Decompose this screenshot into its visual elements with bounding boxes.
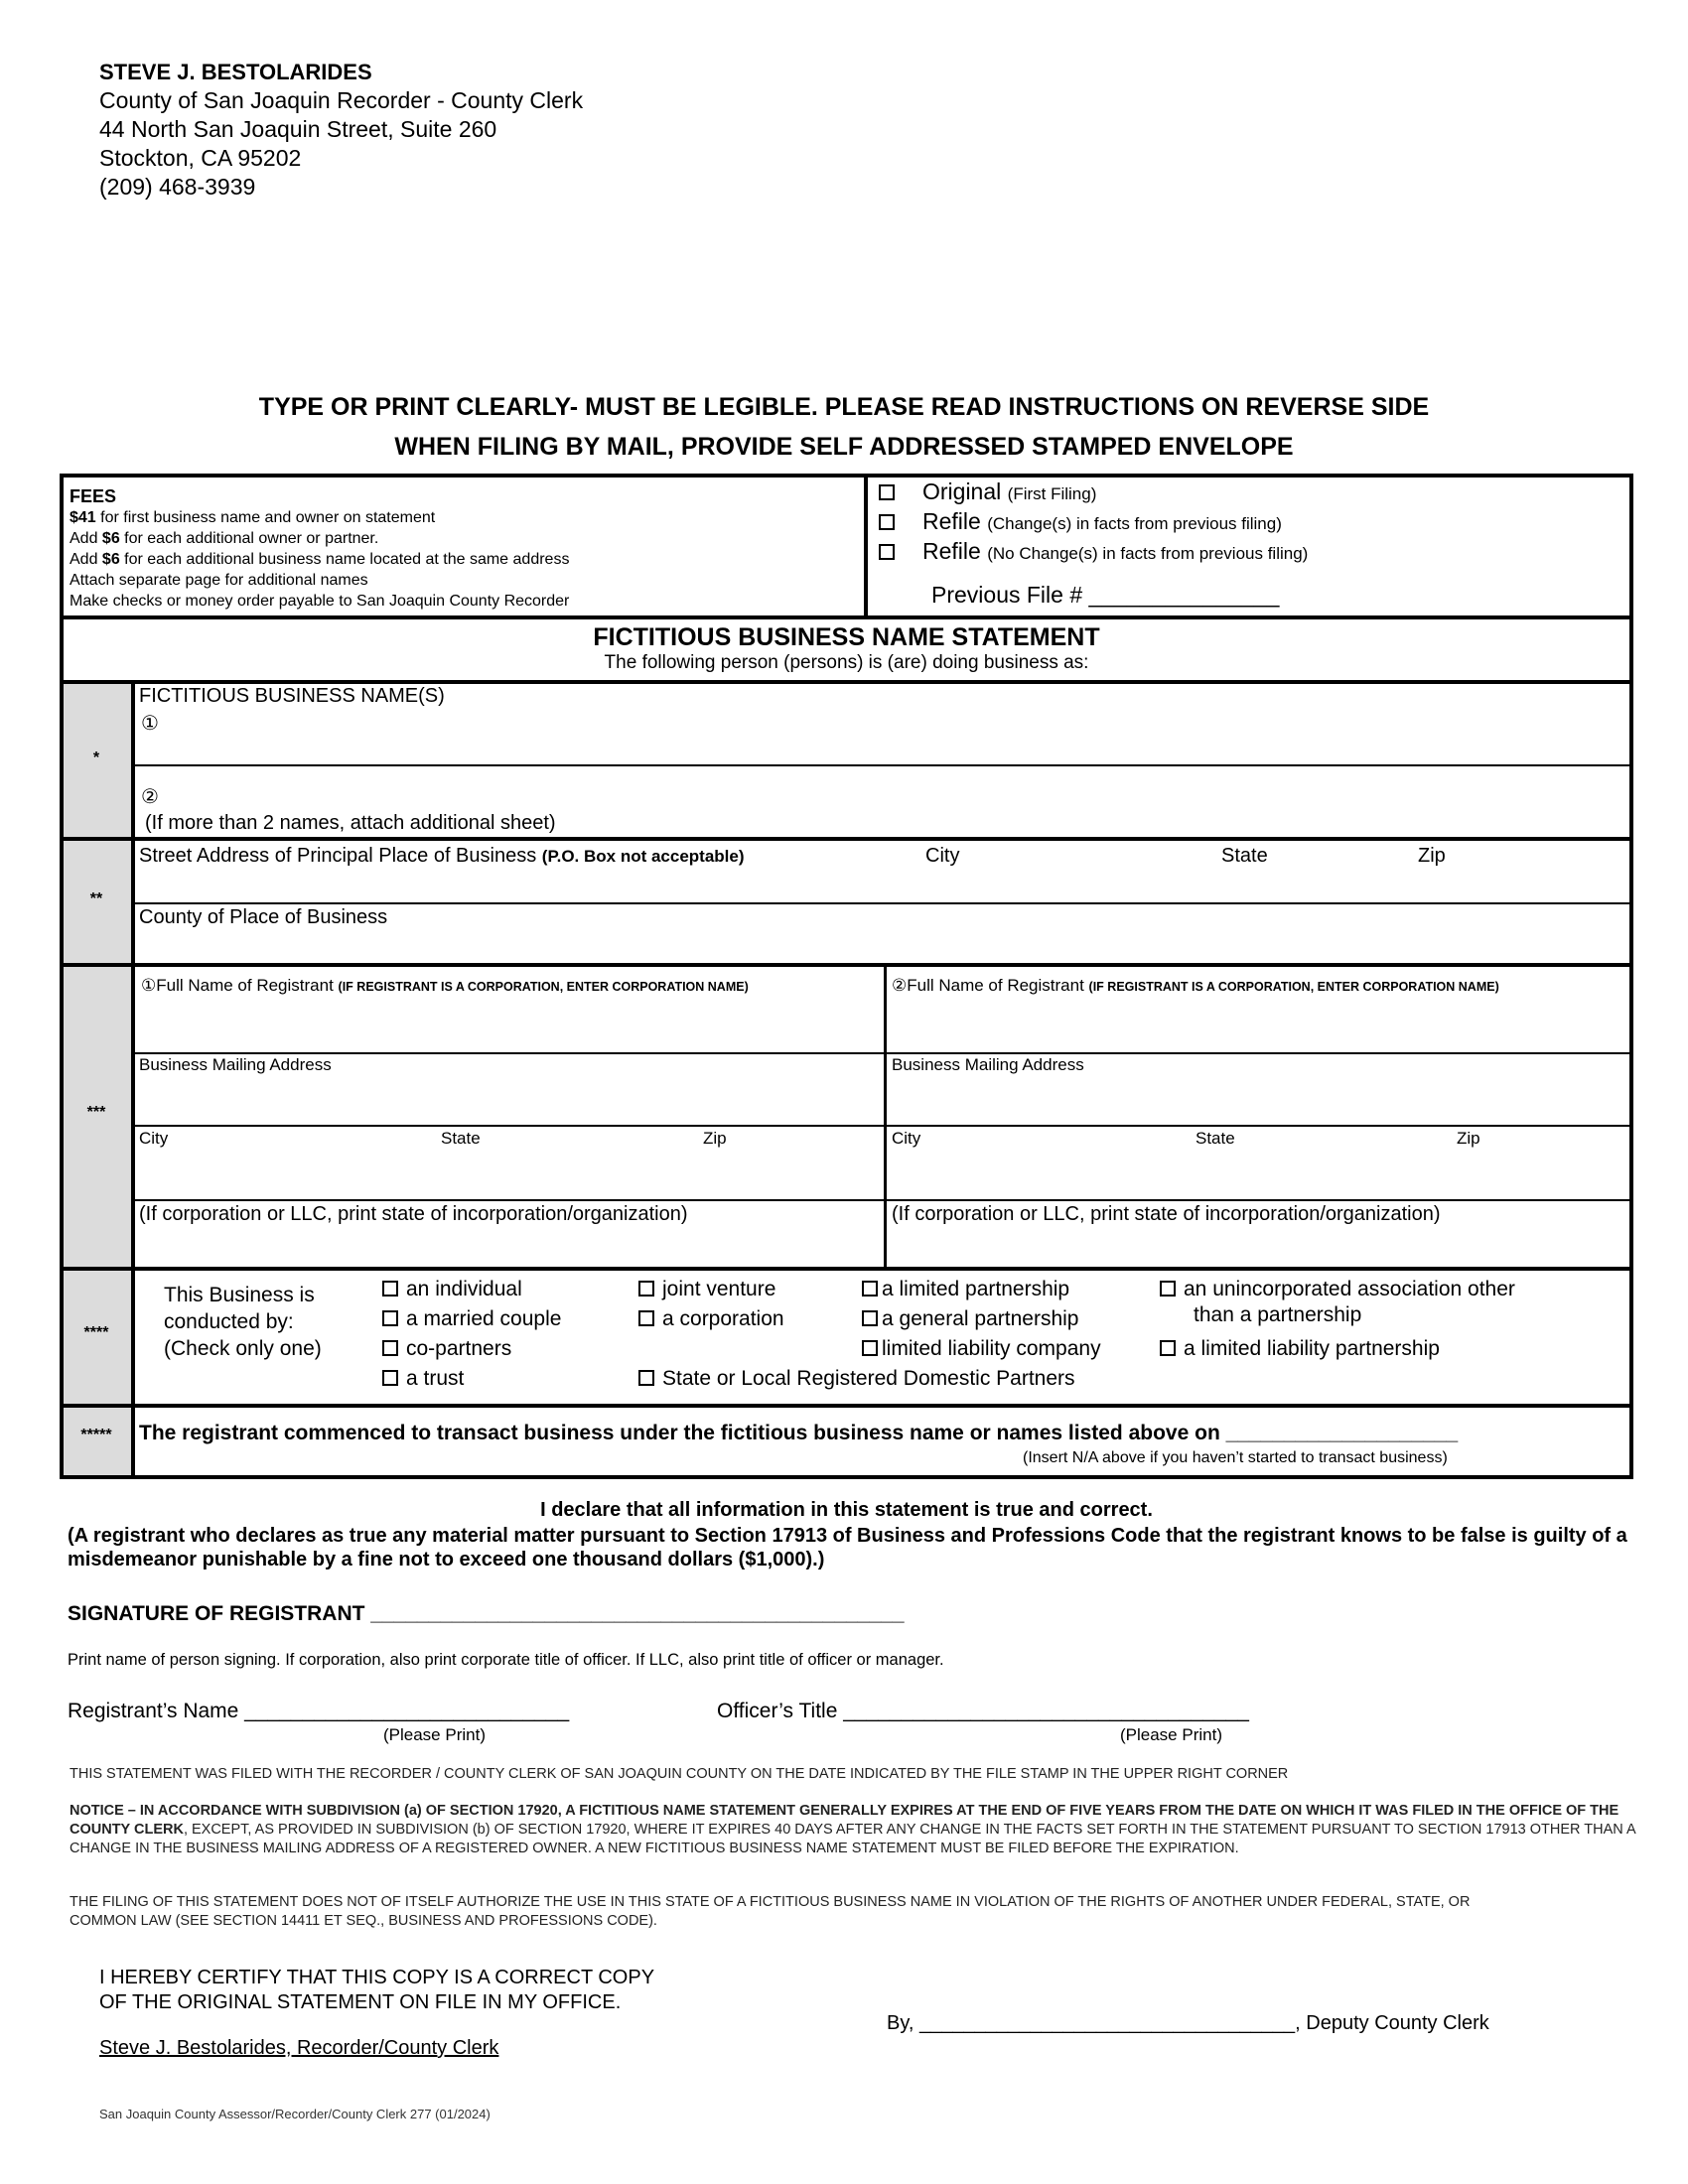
registrant1-label: [141, 976, 749, 996]
declaration-line2: (A registrant who declares as true any material matter pursuant to Section 17913 of Business and Professions Code that the registrant knows to be false is guilty of a misdemeanor punishable by a fine not to exceed one thousand dollars ($1,000).): [68, 1525, 1627, 1570]
fee-text-3: for each additional business name located at the same address: [119, 551, 570, 568]
option-married-couple-label: a married couple: [406, 1307, 562, 1330]
street-address-label: [139, 845, 745, 868]
street-address-text: Street Address of Principal Place of Business: [139, 845, 537, 867]
option-refile-nochange-note: (No Change(s) in facts from previous filing): [987, 544, 1309, 563]
fee-amount-3: $6: [101, 551, 120, 568]
fee-text-5: Make checks or money order payable to San Joaquin County Recorder: [70, 593, 570, 610]
rule: [60, 615, 1633, 619]
section2-state-label: State: [1221, 845, 1268, 867]
option-refile-nochange[interactable]: [879, 538, 1308, 565]
please-print-1: (Please Print): [383, 1725, 486, 1744]
rule: [60, 680, 1633, 684]
registrant2-note: (IF REGISTRANT IS A CORPORATION, ENTER CORPORATION NAME): [1088, 980, 1499, 994]
rule: [135, 1052, 1633, 1054]
option-original-note: (First Filing): [1007, 484, 1097, 503]
business-name-1-number: ①: [141, 713, 159, 735]
fee-text-4: Attach separate page for additional names: [70, 572, 368, 589]
corp-state-1-label: (If corporation or LLC, print state of incorporation/organization): [139, 1203, 688, 1225]
option-trust-label: a trust: [406, 1367, 465, 1390]
conducted-by-line1: This Business is: [164, 1284, 315, 1306]
statement-subtitle: The following person (persons) is (are) doing business as:: [604, 652, 1089, 673]
fee-text-1: for first business name and owner on statement: [95, 509, 436, 526]
rule: [64, 963, 1633, 967]
option-unincorporated-association-label: an unincorporated association other: [1184, 1278, 1515, 1300]
conducted-by-label: [164, 1282, 322, 1362]
business-name-2-field[interactable]: [169, 779, 1628, 804]
option-corporation-label: a corporation: [662, 1307, 784, 1330]
fees-title: FEES: [70, 486, 117, 506]
option-llc-label: limited liability company: [882, 1337, 1101, 1360]
section3-stars: ***: [86, 1104, 106, 1121]
option-unincorporated-association[interactable]: [1160, 1278, 1515, 1301]
commenced-statement[interactable]: The registrant commenced to transact business under the fictitious business name or names listed above on ____________________: [139, 1422, 1459, 1444]
certify-block: [99, 1966, 654, 2015]
section4-stars: ****: [83, 1324, 109, 1341]
business-name-1-field[interactable]: [139, 735, 1628, 764]
section5-stars: *****: [80, 1427, 112, 1443]
checkbox-domestic-partners[interactable]: [638, 1370, 654, 1386]
rule: [135, 764, 1633, 766]
option-individual-label: an individual: [406, 1278, 522, 1300]
option-co-partners[interactable]: [382, 1337, 511, 1361]
option-unincorporated-association-cont: than a partnership: [1194, 1303, 1362, 1326]
filed-notice: THIS STATEMENT WAS FILED WITH THE RECORDER / COUNTY CLERK OF SAN JOAQUIN COUNTY ON THE DATE INDICATED BY THE FILE STAMP IN THE UPPER RIGHT CORNER: [70, 1766, 1289, 1782]
option-refile-nochange-label: Refile: [922, 538, 981, 564]
checkbox-llc[interactable]: [862, 1340, 878, 1356]
business-name-2-number: ②: [141, 786, 159, 808]
business-names-label: FICTITIOUS BUSINESS NAME(S): [139, 685, 445, 707]
office-header: [99, 58, 583, 202]
signature-line[interactable]: SIGNATURE OF REGISTRANT ______________________________________________: [68, 1602, 905, 1625]
fee-pre-2: Add: [70, 530, 102, 547]
registrant1-label-text: ①Full Name of Registrant: [141, 976, 334, 995]
registrant-name-line[interactable]: Registrant’s Name ____________________________: [68, 1700, 570, 1722]
option-individual[interactable]: [382, 1278, 522, 1301]
checkbox-married-couple[interactable]: [382, 1310, 398, 1326]
rule: [64, 1267, 1633, 1271]
checkbox-refile-change[interactable]: [879, 514, 895, 530]
conducted-by-line2: conducted by:: [164, 1310, 294, 1333]
street-address-field[interactable]: [139, 870, 1628, 899]
office-address: 44 North San Joaquin Street, Suite 260: [99, 116, 497, 142]
option-refile-change-label: Refile: [922, 508, 981, 534]
option-general-partnership[interactable]: [862, 1307, 1078, 1331]
option-limited-partnership[interactable]: [862, 1278, 1069, 1301]
fees-block: [70, 486, 569, 612]
section2-zip-label: Zip: [1418, 845, 1446, 867]
checkbox-refile-nochange[interactable]: [879, 544, 895, 560]
option-general-partnership-label: a general partnership: [882, 1307, 1079, 1330]
fee-amount-2: $6: [101, 530, 120, 547]
registrant1-note: (IF REGISTRANT IS A CORPORATION, ENTER CORPORATION NAME): [338, 980, 749, 994]
mailing-address-1-label: Business Mailing Address: [139, 1055, 332, 1074]
please-print-2: (Please Print): [1120, 1725, 1222, 1744]
rule: [135, 1125, 1633, 1127]
registrant2-label: [892, 976, 1499, 996]
checkbox-general-partnership[interactable]: [862, 1310, 878, 1326]
zip-1-label: Zip: [703, 1129, 727, 1148]
option-trust[interactable]: [382, 1367, 464, 1391]
fee-amount-1: $41: [70, 509, 96, 526]
certify-signer: Steve J. Bestolarides, Recorder/County Clerk: [99, 2037, 499, 2059]
option-domestic-partners-label: State or Local Registered Domestic Partners: [662, 1367, 1075, 1390]
rule: [64, 1404, 1633, 1408]
form-footer: San Joaquin County Assessor/Recorder/County Clerk 277 (01/2024): [99, 2107, 491, 2121]
state-2-label: State: [1196, 1129, 1235, 1148]
option-refile-change-note: (Change(s) in facts from previous filing): [987, 514, 1282, 533]
expiration-notice-bold: NOTICE – IN ACCORDANCE WITH SUBDIVISION (a) OF SECTION 17920, A FICTITIOUS NAME STATEMENT GENERALLY EXPIRES AT THE END OF FIVE YEARS FROM THE DATE ON WHICH IT WAS FILED IN THE OFFICE OF THE COUNTY CLERK: [70, 1803, 1619, 1838]
checkbox-llp[interactable]: [1160, 1340, 1176, 1356]
option-llp[interactable]: [1160, 1337, 1440, 1361]
office-phone: (209) 468-3939: [99, 174, 256, 200]
option-co-partners-label: co-partners: [406, 1337, 512, 1360]
option-llc[interactable]: [862, 1337, 1101, 1361]
county-field[interactable]: [139, 931, 1628, 961]
section2-city-label: City: [925, 845, 960, 867]
conducted-by-line3: (Check only one): [164, 1337, 322, 1360]
certify-line1: I HEREBY CERTIFY THAT THIS COPY IS A CORRECT COPY: [99, 1967, 655, 1988]
gutter-divider: [131, 684, 135, 1475]
option-original-label: Original: [922, 478, 1002, 504]
section1-stars: *: [92, 750, 100, 766]
expiration-notice-rest: , EXCEPT, AS PROVIDED IN SUBDIVISION (b) OF SECTION 17920, WHERE IT EXPIRES 40 DAYS AFTER ANY CHANGE IN THE FACTS SET FORTH IN THE STATEMENT PURSUANT TO SECTION 17913 OTHER THAN A CHANGE IN THE BUSINESS MAILING ADDRESS OF A REGISTERED OWNER. A NEW FICTITIOUS BUSINESS NAME STATEMENT MUST BE FILED BEFORE THE EXPIRATION.: [70, 1822, 1635, 1856]
option-joint-venture[interactable]: [638, 1278, 775, 1301]
option-original[interactable]: [879, 478, 1096, 505]
left-gutter: [64, 684, 131, 1475]
section2-stars: **: [89, 890, 103, 907]
declaration-line1: I declare that all information in this statement is true and correct.: [540, 1499, 1153, 1521]
option-joint-venture-label: joint venture: [662, 1278, 776, 1300]
fee-text-2: for each additional owner or partner.: [119, 530, 379, 547]
city-1-label: City: [139, 1129, 169, 1148]
deputy-clerk-line[interactable]: By, __________________________________, Deputy County Clerk: [887, 2012, 1489, 2034]
registrant-divider: [884, 967, 887, 1268]
checkbox-trust[interactable]: [382, 1370, 398, 1386]
clerk-name: STEVE J. BESTOLARIDES: [99, 60, 372, 84]
fees-divider: [864, 474, 868, 617]
rule: [135, 1199, 1633, 1201]
print-name-note: Print name of person signing. If corporation, also print corporate title of officer. If LLC, also print title of officer or manager.: [68, 1651, 944, 1669]
certify-line2: OF THE ORIGINAL STATEMENT ON FILE IN MY OFFICE.: [99, 1991, 622, 2013]
corp-state-2-label: (If corporation or LLC, print state of incorporation/organization): [892, 1203, 1441, 1225]
option-corporation[interactable]: [638, 1307, 784, 1331]
city-2-label: City: [892, 1129, 921, 1148]
rule: [64, 837, 1633, 841]
state-1-label: State: [441, 1129, 481, 1148]
checkbox-joint-venture[interactable]: [638, 1281, 654, 1297]
checkbox-unincorporated-association[interactable]: [1160, 1281, 1176, 1297]
previous-file-number[interactable]: Previous File # _______________: [931, 582, 1280, 608]
registrant2-label-text: ②Full Name of Registrant: [892, 976, 1084, 995]
zip-2-label: Zip: [1457, 1129, 1480, 1148]
statement-title: FICTITIOUS BUSINESS NAME STATEMENT: [593, 623, 1100, 651]
officer-title-line[interactable]: Officer’s Title ___________________________________: [717, 1700, 1249, 1722]
expiration-notice: [70, 1802, 1638, 1858]
option-domestic-partners[interactable]: [638, 1367, 1075, 1391]
checkbox-corporation[interactable]: [638, 1310, 654, 1326]
instructions-line1: TYPE OR PRINT CLEARLY- MUST BE LEGIBLE. PLEASE READ INSTRUCTIONS ON REVERSE SIDE: [258, 393, 1430, 421]
checkbox-limited-partnership[interactable]: [862, 1281, 878, 1297]
street-address-note: (P.O. Box not acceptable): [541, 847, 745, 866]
mailing-address-2-label: Business Mailing Address: [892, 1055, 1084, 1074]
commenced-note: (Insert N/A above if you haven’t started to transact business): [1023, 1449, 1448, 1466]
county-label: County of Place of Business: [139, 906, 388, 928]
option-limited-partnership-label: a limited partnership: [882, 1278, 1070, 1300]
rule: [135, 902, 1633, 904]
option-refile-change[interactable]: [879, 508, 1282, 535]
statement-heading: [60, 623, 1633, 674]
office-name: County of San Joaquin Recorder - County Clerk: [99, 87, 584, 113]
office-city: Stockton, CA 95202: [99, 145, 302, 171]
fee-pre-3: Add: [70, 551, 102, 568]
checkbox-co-partners[interactable]: [382, 1340, 398, 1356]
option-married-couple[interactable]: [382, 1307, 561, 1331]
option-llp-label: a limited liability partnership: [1184, 1337, 1440, 1360]
authorization-notice: THE FILING OF THIS STATEMENT DOES NOT OF ITSELF AUTHORIZE THE USE IN THIS STATE OF A FICTITIOUS BUSINESS NAME IN VIOLATION OF THE RIGHTS OF ANOTHER UNDER FEDERAL, STATE, OR COMMON LAW (SEE SECTION 14411 ET SEQ., BUSINESS AND PROFESSIONS CODE).: [70, 1894, 1471, 1929]
instructions-line2: WHEN FILING BY MAIL, PROVIDE SELF ADDRESSED STAMPED ENVELOPE: [394, 433, 1294, 461]
checkbox-individual[interactable]: [382, 1281, 398, 1297]
business-names-note: (If more than 2 names, attach additional sheet): [145, 812, 556, 834]
checkbox-original[interactable]: [879, 484, 895, 500]
